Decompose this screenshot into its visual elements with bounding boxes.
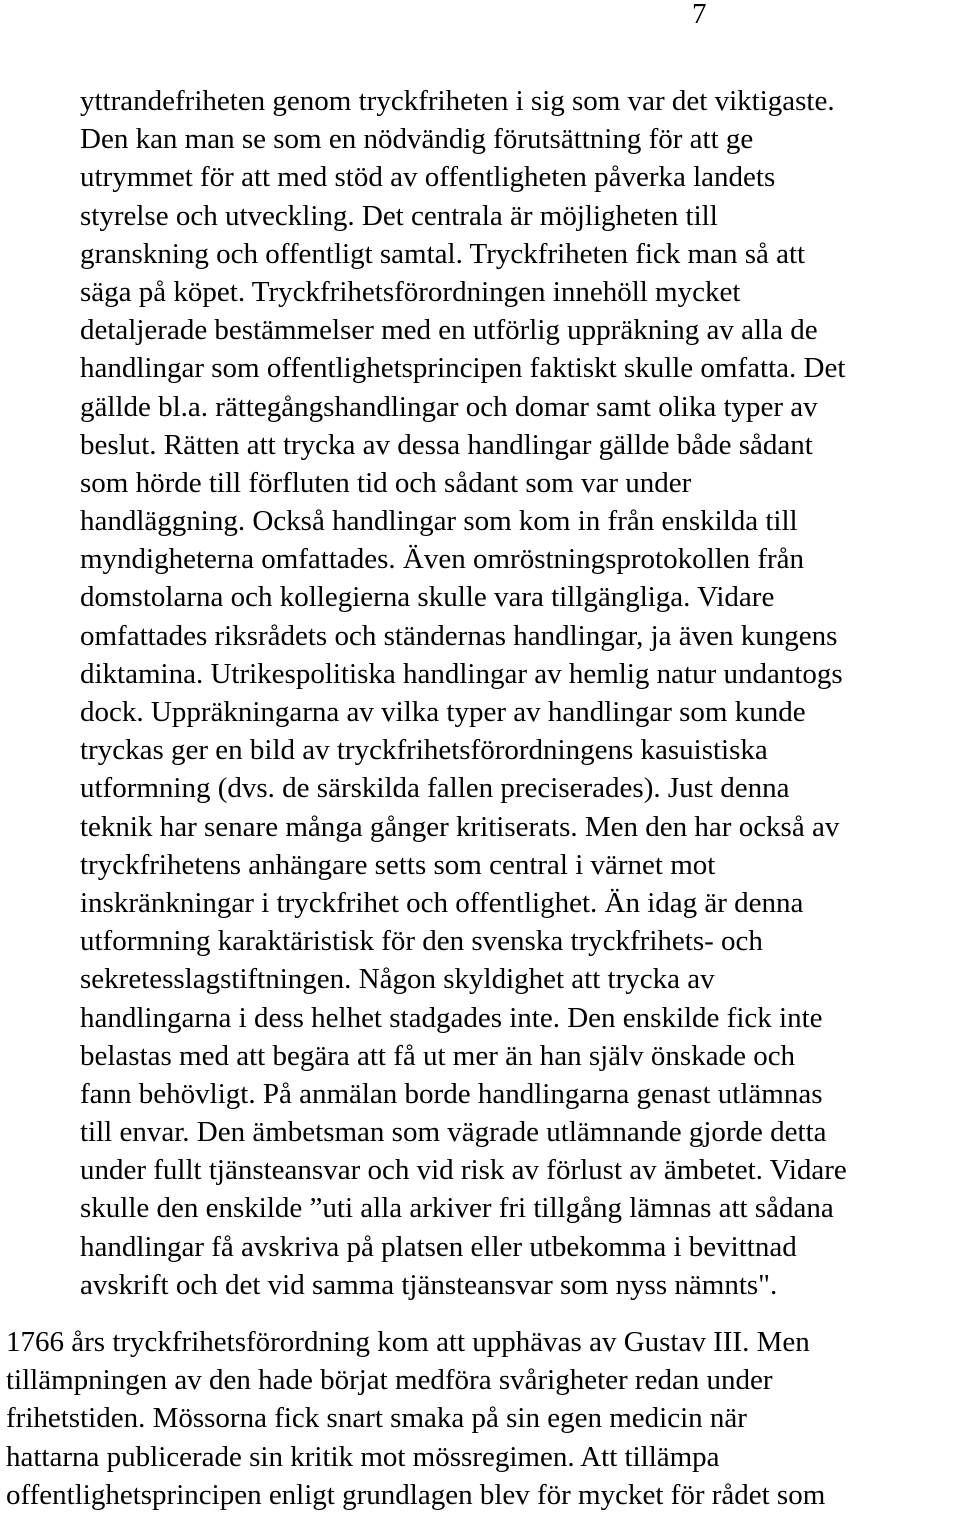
body-line: frihetstiden. Mössorna fick snart smaka på sin egen medicin när <box>6 1402 747 1435</box>
quote-line: fann behövligt. På anmälan borde handlingarna genast utlämnas <box>80 1077 823 1110</box>
quote-line: utrymmet för att med stöd av offentligheten påverka landets <box>80 161 776 194</box>
quote-line: Den kan man se som en nödvändig förutsättning för att ge <box>80 123 754 156</box>
quote-line: avskrift och det vid samma tjänsteansvar som nyss nämnts". <box>80 1268 778 1301</box>
quote-line: utformning (dvs. de särskilda fallen preciserades). Just denna <box>80 772 790 805</box>
body-line: 1766 års tryckfrihetsförordning kom att upphävas av Gustav III. Men <box>6 1326 810 1358</box>
body-line: hattarna publicerade sin kritik mot mössregimen. Att tillämpa <box>6 1440 720 1473</box>
quote-line: detaljerade bestämmelser med en utförlig uppräkning av alla de <box>80 314 818 347</box>
body-line: offentlighetsprincipen enligt grundlagen blev för mycket för rådet som <box>6 1478 826 1511</box>
quote-line: sekretesslagstiftningen. Någon skyldighet att trycka av <box>80 963 715 996</box>
quote-line: dock. Uppräkningarna av vilka typer av handlingar som kunde <box>80 696 806 728</box>
quote-line: teknik har senare många gånger kritiserats. Men den har också av <box>80 810 840 843</box>
quote-line: styrelse och utveckling. Det centrala är möjligheten till <box>80 199 718 232</box>
quote-line: omfattades riksrådets och ständernas handlingar, ja även kungens <box>80 619 838 652</box>
quote-line: yttrandefriheten genom tryckfriheten i sig som var det viktigaste. <box>80 85 835 117</box>
quote-line: handläggning. Också handlingar som kom in från enskilda till <box>80 505 798 538</box>
body-line: tillämpningen av den hade börjat medföra svårigheter redan under <box>6 1364 773 1397</box>
quote-line: gällde bl.a. rättegångshandlingar och domar samt olika typer av <box>80 390 818 423</box>
quote-line: domstolarna och kollegierna skulle vara tillgängliga. Vidare <box>80 581 775 614</box>
quote-line: säga på köpet. Tryckfrihetsförordningen innehöll mycket <box>80 275 741 308</box>
quote-line: tryckfrihetens anhängare setts som central i värnet mot <box>80 848 716 881</box>
quote-line: inskränkningar i tryckfrihet och offentlighet. Än idag är denna <box>80 886 804 919</box>
body-paragraph <box>6 1323 956 1514</box>
quote-line: tryckas ger en bild av tryckfrihetsförordningens kasuistiska <box>80 734 768 767</box>
quote-line: handlingar som offentlighetsprincipen faktiskt skulle omfatta. Det <box>80 352 846 385</box>
quote-line: till envar. Den ämbetsman som vägrade utlämnande gjorde detta <box>80 1116 827 1149</box>
quote-line: under fullt tjänsteansvar och vid risk av förlust av ämbetet. Vidare <box>80 1154 847 1187</box>
quote-line: belastas med att begära att få ut mer än han själv önskade och <box>80 1039 796 1072</box>
quote-line: skulle den enskilde ”uti alla arkiver fri tillgång lämnas att sådana <box>80 1192 834 1225</box>
quote-line: myndigheterna omfattades. Även omröstningsprotokollen från <box>80 543 805 576</box>
quote-block <box>80 82 958 1304</box>
quote-line: handlingarna i dess helhet stadgades inte. Den enskilde fick inte <box>80 1001 823 1034</box>
quote-line: handlingar få avskriva på platsen eller utbekomma i bevittnad <box>80 1230 797 1263</box>
quote-line: beslut. Rätten att trycka av dessa handlingar gällde både sådant <box>80 428 813 461</box>
quote-line: utformning karaktäristisk för den svenska tryckfrihets- och <box>80 925 763 958</box>
quote-line: granskning och offentligt samtal. Tryckfriheten fick man så att <box>80 237 806 270</box>
page-number: 7 <box>692 0 707 30</box>
quote-line: som hörde till förfluten tid och sådant som var under <box>80 466 692 499</box>
quote-line: diktamina. Utrikespolitiska handlingar av hemlig natur undantogs <box>80 657 843 690</box>
